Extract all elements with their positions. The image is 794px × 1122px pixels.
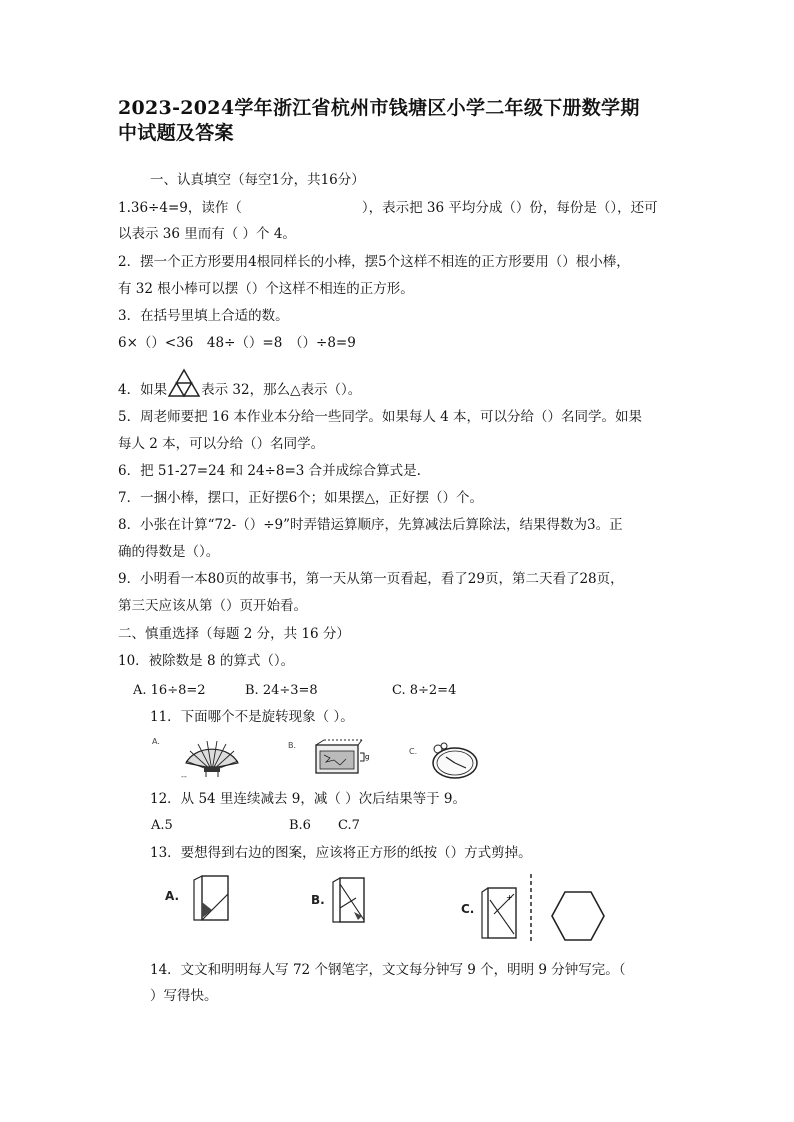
title-line-2: 中试题及答案 [118,122,234,144]
dashed-divider [528,872,534,944]
q1-text-b: ），表示把 36 平均分成（）份，每份是（），还可 [361,200,658,216]
question-11: 11．下面哪个不是旋转现象（ ）。 [150,709,354,725]
q11-label-c: C. [409,747,418,756]
question-2-line-1: 2．摆一个正方形要用4根同样长的小棒，摆5个这样不相连的正方形要用（）根小棒， [118,254,630,270]
q11-label-a: A. [152,737,160,746]
q11-label-mark: -- [181,772,187,781]
q12-option-a: A.5 [151,818,173,833]
clock-image [424,740,480,782]
question-12: 12．从 54 里连续减去 9，减（ ）次后结果等于 9。 [150,791,466,807]
question-9-line-2: 第三天应该从第（）页开始看。 [118,598,307,614]
title-line-1: 2023-2024学年浙江省杭州市钱塘区小学二年级下册数学期 [118,97,640,119]
question-13: 13．要想得到右边的图案，应该将正方形的纸按（）方式剪掉。 [150,845,532,861]
question-1-line-1 [118,199,658,217]
question-14-line-1: 14．文文和明明每人写 72 个钢笔字，文文每分钟写 9 个，明明 9 分钟写完。（ [150,962,626,978]
question-9-line-1: 9．小明看一本80页的故事书，第一天从第一页看起，看了29页，第二天看了28页， [118,571,624,587]
hexagon-shape [550,888,606,944]
q10-option-a: A. 16÷8=2 [133,683,206,698]
drawer-image [310,737,372,777]
question-6: 6．把 51-27=24 和 24÷8=3 合并成综合算式是. [118,463,421,479]
q13-label-a: A. [165,889,180,903]
question-3-line-1: 3．在括号里填上合适的数。 [118,308,289,324]
q11-label-b: B. [288,741,297,750]
q4-text-a: 4．如果 [118,382,168,398]
question-2-line-2: 有 32 根小棒可以摆（）个这样不相连的正方形。 [118,281,414,297]
question-10: 10．被除数是 8 的算式（）。 [118,653,295,669]
question-5-line-1: 5．周老师要把 16 本作业本分给一些同学。如果每人 4 本，可以分给（）名同学。如果 [118,409,643,425]
svg-text:+: + [506,893,513,902]
page-title [118,96,678,146]
q12-option-c: C.7 [338,818,360,833]
folding-fan-image [180,737,244,781]
q12-option-b: B.6 [289,818,311,833]
q4-text-b: 表示 32，那么△表示（）。 [201,382,362,398]
section-1-heading: 一、认真填空（每空1分，共16分） [150,172,365,188]
svg-text:g: g [365,753,370,761]
q10-option-b: B. 24÷3=8 [245,683,318,698]
question-8-line-2: 确的得数是（）。 [118,544,220,560]
question-14-line-2: ）写得快。 [150,988,218,1004]
question-4 [118,381,361,399]
triangle-figure [167,368,201,398]
question-5-line-2: 每人 2 本，可以分给（）名同学。 [118,436,325,452]
folded-paper-c [478,880,522,942]
q10-option-c: C. 8÷2=4 [392,683,457,698]
section-2-heading: 二、慎重选择（每题 2 分，共 16 分） [118,626,350,642]
question-7: 7．一捆小棒，摆口，正好摆6个；如果摆△，正好摆（）个。 [118,490,484,506]
question-8-line-1: 8．小张在计算“72-（）÷9”时弄错运算顺序，先算减法后算除法，结果得数为3。正 [118,517,623,533]
q13-label-c: C. [461,902,475,916]
q13-label-b: B. [311,893,325,907]
question-1-line-2: 以表示 36 里而有（ ）个 4。 [118,226,296,242]
folded-paper-b [330,874,370,926]
folded-paper-a [190,872,234,924]
question-3-line-2: 6×（）<36 48÷（）=8 （）÷8=9 [118,335,356,351]
q1-text-a: 1.36÷4=9，读作（ [118,200,242,216]
